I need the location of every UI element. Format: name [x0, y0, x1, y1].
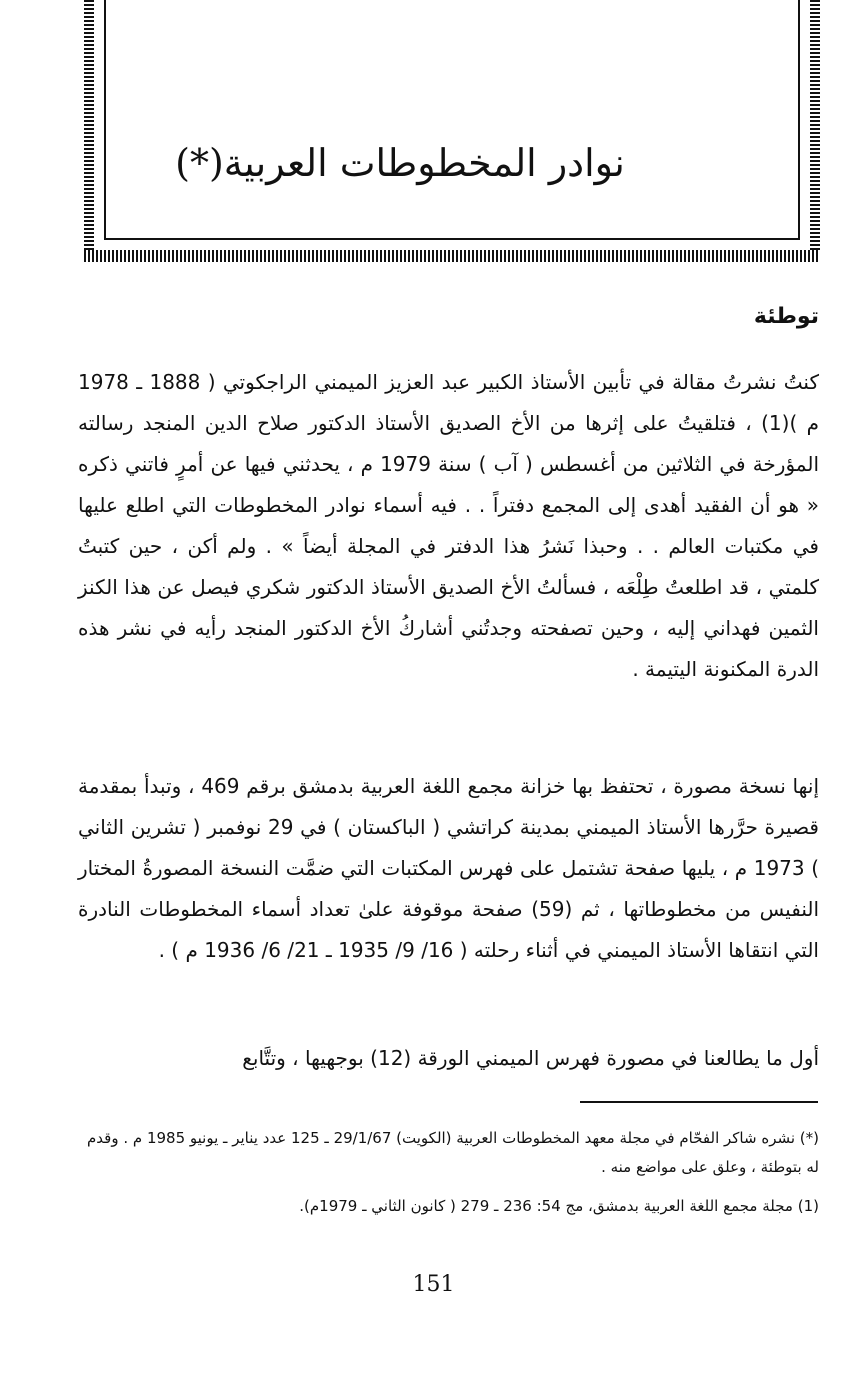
frame-border-right — [810, 0, 820, 262]
title-frame — [82, 0, 822, 274]
frame-inner-border — [104, 0, 800, 240]
section-heading: توطئة — [753, 304, 819, 329]
frame-border-bottom — [84, 250, 820, 262]
footnote-separator — [580, 1101, 818, 1103]
paragraph-1: كنتُ نشرتُ مقالة في تأبين الأستاذ الكبير عبد العزيز الميمني الراجكوتي ( 1888 ـ 1978 م )(1) ، فتلقيتُ على إثرها من الأخ الصديق الأستاذ الدكتور صلاح الدين المنجد رسالته المؤرخة في الثلاثين من أغسطس ( آب ) سنة 1979 م ، يحدثني فيها عن أمرٍ فاتني ذكره « هو أن الفقيد أهدى إلى المجمع دفتراً . . فيه أسماء نوادر المخطوطات التي اطلع عليها في مكتبات العالم . . وحبذا نَشرُ هذا الدفتر في المجلة أيضاً » . ولم أكن ، حين كتبتُ كلمتي ، قد اطلعتُ طِلْعَه ، فسألتُ الأخ الصديق الأستاذ الدكتور شكري فيصل عن هذا الكنز الثمين فهداني إليه ، وحين تصفحته وجدتُني أشاركُ الأخ الدكتور المنجد رأيه في نشر هذه الدرة المكنونة اليتيمة . — [78, 370, 819, 681]
frame-border-left — [84, 0, 94, 262]
footnote-2: (1) مجلة مجمع اللغة العربية بدمشق، مج 54: 236 ـ 279 ( كانون الثاني ـ 1979م). — [299, 1197, 819, 1215]
paragraph-3: أول ما يطالعنا في مصورة فهرس الميمني الورقة (12) بوجهيها ، وتتَّابع — [242, 1046, 819, 1070]
footnote-1: (*) نشره شاكر الفحّام في مجلة معهد المخطوطات العربية (الكويت) 29/1/67 ـ 125 عدد يناير ـ يونيو 1985 م . وقدم له بتوطئة ، وعلق على مواضع منه . — [87, 1129, 819, 1176]
page-number: 151 — [412, 1272, 455, 1297]
paragraph-2: إنها نسخة مصورة ، تحتفظ بها خزانة مجمع اللغة العربية بدمشق برقم 469 ، وتبدأ بمقدمة قصيرة حرَّرها الأستاذ الميمني بمدينة كراتشي ( الباكستان ) في 29 نوفمبر ( تشرين الثاني ) 1973 م ، يليها صفحة تشتمل على فهرس المكتبات التي ضمَّت النسخة المصورةُ المختار النفيس من مخطوطاتها ، ثم (59) صفحة موقوفة علىٰ تعداد أسماء المخطوطات النادرة التي انتقاها الأستاذ الميمني في أثناء رحلته ( 16/ 9/ 1935 ـ 21/ 6/ 1936 م ) . — [78, 774, 820, 962]
page-title: نوادر المخطوطات العربية(*) — [175, 141, 625, 185]
